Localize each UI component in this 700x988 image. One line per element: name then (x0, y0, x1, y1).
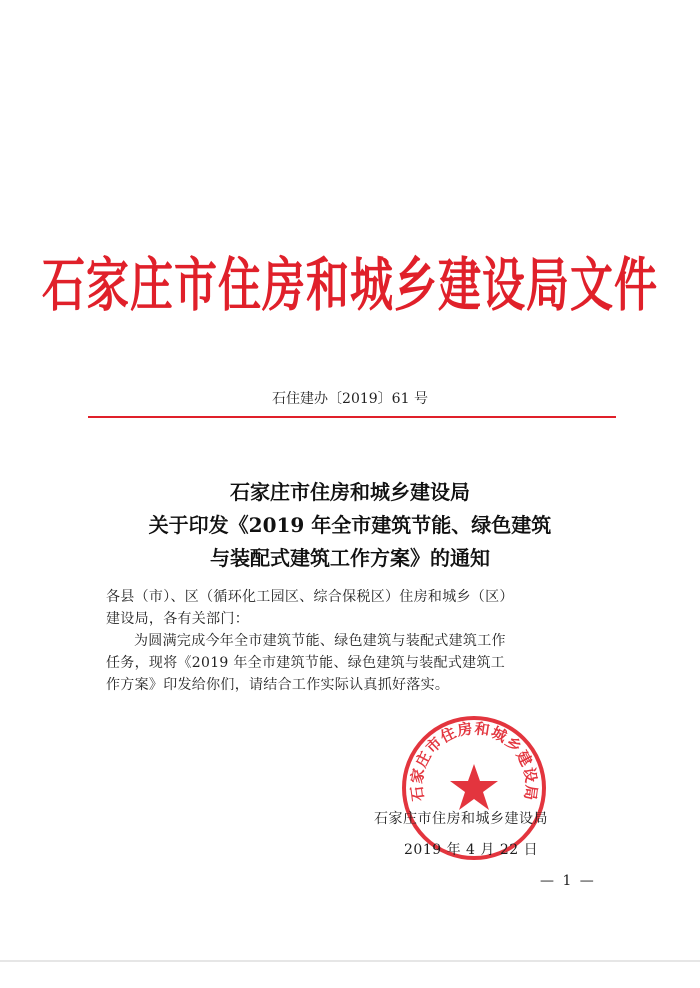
addressee-line-2: 建设局，各有关部门： (106, 611, 249, 627)
notice-title (0, 476, 700, 575)
addressee-line-1: 各县（市）、区（循环化工园区、综合保税区）住房和城乡（区） (106, 589, 514, 605)
notice-title-line-3: 与装配式建筑工作方案》的通知 (210, 546, 490, 570)
document-header-title: 石家庄市住房和城乡建设局文件 (42, 252, 658, 320)
notice-title-line-1: 石家庄市住房和城乡建设局 (230, 480, 470, 504)
seal-text: 石家庄市住房和城乡建设局 (407, 719, 541, 803)
notice-title-line-2: 关于印发《2019 年全市建筑节能、绿色建筑 (148, 513, 552, 537)
paragraph-line-3: 作方案》印发给你们，请结合工作实际认真抓好落实。 (106, 677, 450, 693)
page-number: — 1 — (540, 873, 596, 889)
page-bottom-edge (0, 960, 700, 962)
signature-organization: 石家庄市住房和城乡建设局 (374, 811, 548, 827)
red-divider-line (88, 416, 616, 418)
document-number: 石住建办〔2019〕61 号 (272, 391, 428, 407)
seal-star-icon (450, 764, 498, 810)
paragraph-line-1: 为圆满完成今年全市建筑节能、绿色建筑与装配式建筑工作 (134, 633, 506, 649)
signature-date: 2019 年 4 月 22 日 (404, 842, 539, 858)
paragraph-line-2: 任务，现将《2019 年全市建筑节能、绿色建筑与装配式建筑工 (106, 655, 506, 671)
notice-body (106, 586, 610, 696)
